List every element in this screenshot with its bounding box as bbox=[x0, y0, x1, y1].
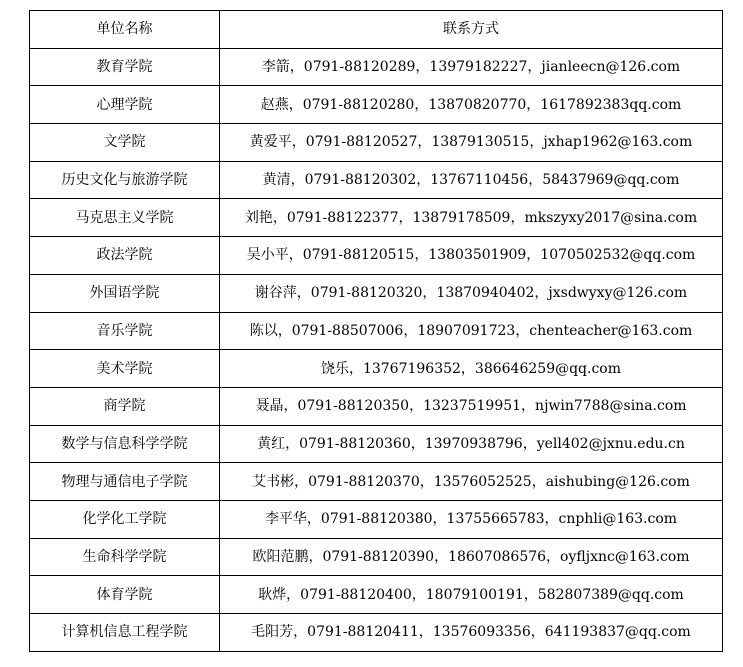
header-unit-name: 单位名称 bbox=[30, 11, 220, 49]
table-row bbox=[30, 500, 723, 538]
table-row bbox=[30, 237, 723, 275]
unit-name-cell: 教育学院 bbox=[30, 48, 220, 86]
table-row bbox=[30, 312, 723, 350]
unit-name-cell: 化学化工学院 bbox=[30, 500, 220, 538]
table-row bbox=[30, 576, 723, 614]
unit-name-cell: 计算机信息工程学院 bbox=[30, 614, 220, 652]
contact-info-cell: 黄清，0791-88120302，13767110456，58437969@qq.com bbox=[220, 161, 723, 199]
unit-name-cell: 物理与通信电子学院 bbox=[30, 463, 220, 501]
unit-name-cell: 文学院 bbox=[30, 124, 220, 162]
contact-info-cell: 艾书彬，0791-88120370，13576052525，aishubing@126.com bbox=[220, 463, 723, 501]
unit-name-cell: 美术学院 bbox=[30, 350, 220, 388]
unit-name-cell: 外国语学院 bbox=[30, 274, 220, 312]
table-row bbox=[30, 124, 723, 162]
table-row bbox=[30, 387, 723, 425]
contact-info-cell: 李箭，0791-88120289，13979182227，jianleecn@126.com bbox=[220, 48, 723, 86]
unit-name-cell: 数学与信息科学学院 bbox=[30, 425, 220, 463]
table-row bbox=[30, 350, 723, 388]
contact-info-cell: 赵燕，0791-88120280，13870820770，1617892383qq.com bbox=[220, 86, 723, 124]
header-contact-info: 联系方式 bbox=[220, 11, 723, 49]
contact-table bbox=[29, 10, 723, 652]
contact-info-cell: 李平华，0791-88120380，13755665783，cnphli@163.com bbox=[220, 500, 723, 538]
table-row bbox=[30, 274, 723, 312]
table-header bbox=[30, 11, 723, 49]
contact-info-cell: 饶乐，13767196352，386646259@qq.com bbox=[220, 350, 723, 388]
unit-name-cell: 政法学院 bbox=[30, 237, 220, 275]
contact-info-cell: 刘艳，0791-88122377，13879178509，mkszyxy2017@sina.com bbox=[220, 199, 723, 237]
header-row bbox=[30, 11, 723, 49]
unit-name-cell: 生命科学学院 bbox=[30, 538, 220, 576]
unit-name-cell: 心理学院 bbox=[30, 86, 220, 124]
contact-info-cell: 黄红，0791-88120360，13970938796，yell402@jxnu.edu.cn bbox=[220, 425, 723, 463]
table-row bbox=[30, 463, 723, 501]
table-row bbox=[30, 161, 723, 199]
table-row bbox=[30, 48, 723, 86]
contact-info-cell: 聂晶，0791-88120350，13237519951，njwin7788@sina.com bbox=[220, 387, 723, 425]
contact-info-cell: 吴小平，0791-88120515，13803501909，1070502532@qq.com bbox=[220, 237, 723, 275]
contact-info-cell: 黄爱平，0791-88120527，13879130515，jxhap1962@163.com bbox=[220, 124, 723, 162]
contact-info-cell: 谢谷萍，0791-88120320，13870940402，jxsdwyxy@126.com bbox=[220, 274, 723, 312]
contact-info-cell: 陈以，0791-88507006，18907091723，chenteacher@163.com bbox=[220, 312, 723, 350]
unit-name-cell: 体育学院 bbox=[30, 576, 220, 614]
table-row bbox=[30, 199, 723, 237]
table-row bbox=[30, 614, 723, 652]
contact-info-cell: 耿烨，0791-88120400，18079100191，582807389@qq.com bbox=[220, 576, 723, 614]
table-body bbox=[30, 48, 723, 651]
table-row bbox=[30, 425, 723, 463]
table-row bbox=[30, 86, 723, 124]
unit-name-cell: 音乐学院 bbox=[30, 312, 220, 350]
unit-name-cell: 商学院 bbox=[30, 387, 220, 425]
unit-name-cell: 历史文化与旅游学院 bbox=[30, 161, 220, 199]
contact-info-cell: 欧阳范鹏，0791-88120390，18607086576，oyfljxnc@163.com bbox=[220, 538, 723, 576]
table-row bbox=[30, 538, 723, 576]
contact-info-cell: 毛阳芳，0791-88120411，13576093356，641193837@qq.com bbox=[220, 614, 723, 652]
unit-name-cell: 马克思主义学院 bbox=[30, 199, 220, 237]
